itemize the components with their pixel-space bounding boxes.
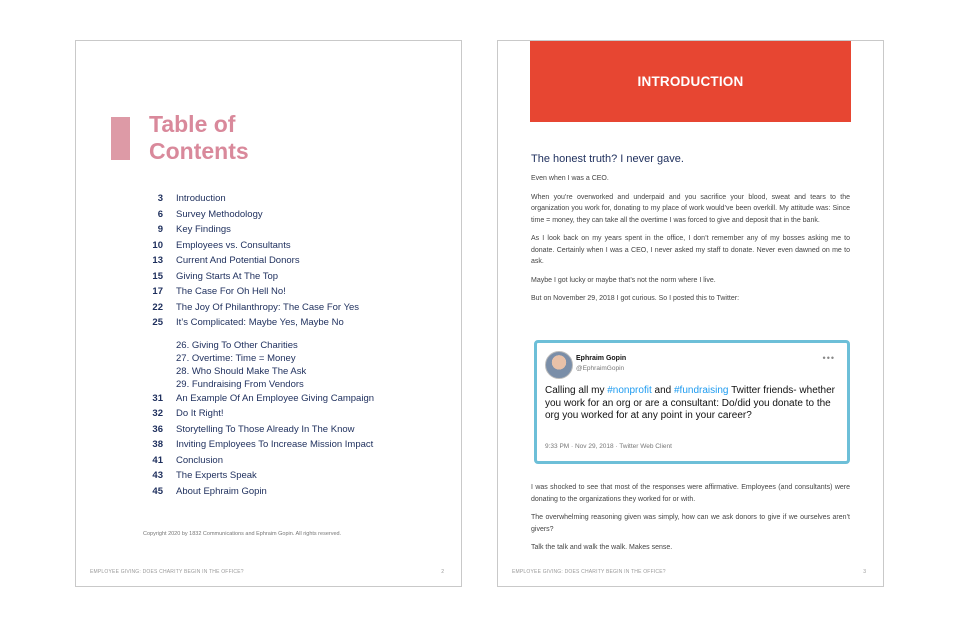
toc-subentry-label: 29. Fundraising From Vendors <box>176 378 304 390</box>
toc-entry-label: The Experts Speak <box>176 470 257 481</box>
page-number: 2 <box>441 569 444 575</box>
hashtag-link[interactable]: #fundraising <box>673 385 729 396</box>
toc-list <box>76 191 463 499</box>
toc-entry-label: Employees vs. Consultants <box>176 239 291 251</box>
intro-body-continued <box>531 482 850 561</box>
toc-page-number: 17 <box>152 286 163 297</box>
toc-subentry-label: 26. Giving To Other Charities <box>176 339 298 351</box>
toc-page-number: 25 <box>152 317 163 328</box>
toc-page-number: 43 <box>152 470 163 481</box>
toc-entry[interactable] <box>76 222 463 238</box>
running-footer: EMPLOYEE GIVING: DOES CHARITY BEGIN IN THE OFFICE? <box>90 569 244 575</box>
toc-entry[interactable] <box>76 422 463 438</box>
embedded-tweet[interactable] <box>534 340 850 464</box>
toc-page-number: 22 <box>152 301 163 313</box>
toc-entry[interactable] <box>76 284 463 300</box>
toc-entry[interactable] <box>76 191 463 207</box>
toc-entry[interactable] <box>76 453 463 469</box>
toc-page-number: 45 <box>152 485 163 497</box>
toc-page-number: 3 <box>157 193 163 204</box>
toc-page-number: 41 <box>152 454 163 466</box>
toc-entry[interactable] <box>76 468 463 484</box>
toc-entry-label: Key Findings <box>176 224 231 235</box>
toc-subentry-label: 27. Overtime: Time = Money <box>176 352 296 364</box>
paragraph: Talk the talk and walk the walk. Makes sense. <box>531 544 673 551</box>
toc-entry-label: An Example Of An Employee Giving Campaign <box>176 392 375 404</box>
tweet-text-part: and <box>651 385 674 396</box>
tweet-author-name[interactable]: Ephraim Gopin <box>576 355 627 362</box>
tweet-text <box>545 385 835 423</box>
toc-entry-label: Current And Potential Donors <box>176 255 300 266</box>
left-page <box>75 40 462 587</box>
paragraph: I was shocked to see that most of the responses were affirmative. Employees (and consultants) were donating to the organizations they worked for or with. <box>531 484 850 503</box>
tweet-text-part: Calling all my <box>545 385 608 396</box>
toc-entry-label: Giving Starts At The Top <box>176 270 279 282</box>
toc-subentry[interactable] <box>76 339 463 352</box>
toc-page-number: 38 <box>152 439 163 450</box>
toc-entry-label: About Ephraim Gopin <box>176 485 267 497</box>
toc-subentry[interactable] <box>76 352 463 365</box>
toc-entry-label: Introduction <box>176 193 226 204</box>
toc-accent-bar <box>111 117 130 160</box>
toc-page-number: 36 <box>152 423 163 435</box>
toc-entry-label: Inviting Employees To Increase Mission Impact <box>176 439 374 450</box>
paragraph: Maybe I got lucky or maybe that’s not the norm where I live. <box>531 276 716 284</box>
toc-page-number: 15 <box>152 270 163 282</box>
toc-entry[interactable] <box>76 437 463 453</box>
toc-page-number: 13 <box>152 255 163 266</box>
toc-entry-label: The Joy Of Philanthropy: The Case For Yes <box>176 301 360 313</box>
copyright-notice: Copyright 2020 by 1832 Communications and Ephraim Gopin. All rights reserved. <box>143 531 342 537</box>
tweet-text-part: Twitter friends- whether you work for an org or are a consultant: Do/did you donate to the org you worked for at any point in your career? <box>545 385 835 421</box>
intro-body <box>531 153 850 312</box>
intro-subheading: The honest truth? I never gave. <box>531 153 684 165</box>
toc-title: Table of Contents <box>149 111 249 164</box>
toc-entry[interactable] <box>76 315 463 331</box>
right-page <box>497 40 884 587</box>
toc-subentry[interactable] <box>76 378 463 391</box>
toc-page-number: 9 <box>157 224 163 235</box>
toc-entry[interactable] <box>76 391 463 407</box>
toc-entry[interactable] <box>76 253 463 269</box>
toc-subentry[interactable] <box>76 365 463 378</box>
toc-entry[interactable] <box>76 269 463 285</box>
toc-page-number: 10 <box>152 239 163 251</box>
toc-entry[interactable] <box>76 406 463 422</box>
toc-entry[interactable] <box>76 238 463 254</box>
toc-entry[interactable] <box>76 484 463 500</box>
toc-page-number: 31 <box>152 392 163 404</box>
page-number: 3 <box>863 569 866 575</box>
toc-entry-label: It’s Complicated: Maybe Yes, Maybe No <box>176 317 344 328</box>
tweet-author-handle[interactable]: @EphraimGopin <box>576 365 625 372</box>
tweet-timestamp[interactable]: 9:33 PM · Nov 29, 2018 · Twitter Web Client <box>545 443 672 450</box>
paragraph: The overwhelming reasoning given was simply, how can we ask donors to give if we ourselves aren’t givers? <box>531 514 850 533</box>
toc-entry-label: Conclusion <box>176 454 223 466</box>
paragraph: Even when I was a CEO. <box>531 175 609 182</box>
chapter-title: INTRODUCTION <box>637 74 744 89</box>
paragraph: But on November 29, 2018 I got curious. So I posted this to Twitter: <box>531 295 740 302</box>
hashtag-link[interactable]: #nonprofit <box>607 385 652 396</box>
avatar[interactable] <box>545 351 573 379</box>
toc-entry-label: Survey Methodology <box>176 208 263 220</box>
more-options-icon[interactable]: ••• <box>822 353 835 363</box>
toc-entry-label: The Case For Oh Hell No! <box>176 286 286 297</box>
paragraph: As I look back on my years spent in the office, I don’t remember any of my bosses asking me to donate. Certainly when I was a CEO, I never asked my staff to donate. Never even dawned on me to ask. <box>531 235 850 265</box>
toc-entry[interactable] <box>76 207 463 223</box>
toc-entry-label: Do It Right! <box>176 408 224 419</box>
intro-banner <box>530 41 851 122</box>
toc-page-number: 6 <box>157 208 163 220</box>
toc-entry[interactable] <box>76 300 463 316</box>
toc-entry-label: Storytelling To Those Already In The Know <box>176 423 355 435</box>
paragraph: When you’re overworked and underpaid and you sacrifice your blood, sweat and tears to the organization you work for, donating to my place of work would’ve been overkill. My attitude was: Since time = money, they can take all the overtime I was forced to give and deposit that in the bank. <box>531 193 850 224</box>
toc-subentry-label: 28. Who Should Make The Ask <box>176 365 307 377</box>
toc-page-number: 32 <box>152 408 163 419</box>
running-footer: EMPLOYEE GIVING: DOES CHARITY BEGIN IN THE OFFICE? <box>512 569 666 575</box>
